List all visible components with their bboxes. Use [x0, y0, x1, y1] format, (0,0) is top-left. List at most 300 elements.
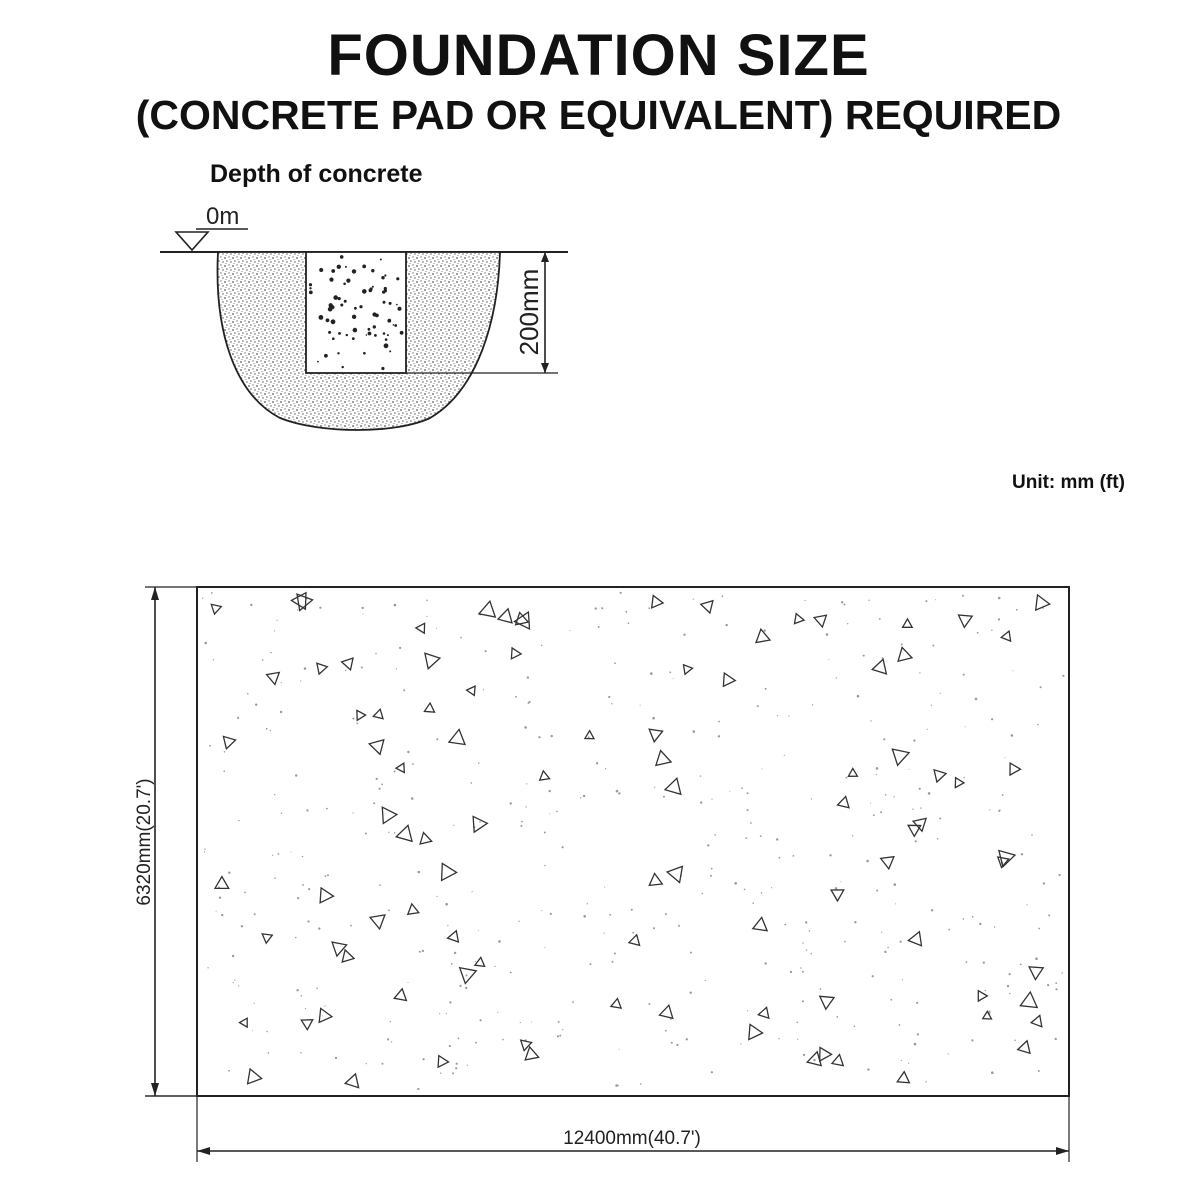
texture-speck	[1062, 675, 1064, 677]
texture-speck	[927, 729, 928, 730]
texture-speck	[693, 599, 694, 600]
texture-speck	[654, 787, 655, 788]
texture-speck	[556, 811, 558, 813]
aggregate-dot	[384, 274, 386, 276]
texture-speck	[580, 797, 581, 798]
texture-speck	[616, 790, 619, 793]
texture-speck	[327, 874, 329, 876]
texture-speck	[829, 854, 831, 856]
texture-speck	[836, 677, 837, 678]
texture-speck	[247, 693, 249, 695]
aggregate-dot	[384, 287, 387, 290]
texture-speck	[521, 821, 523, 823]
texture-speck	[306, 809, 308, 811]
texture-speck	[908, 1063, 909, 1064]
texture-speck	[617, 1085, 619, 1087]
texture-speck	[302, 884, 304, 886]
aggregate-dot	[331, 319, 336, 324]
aggregate-dot	[383, 301, 386, 304]
texture-speck	[925, 1081, 926, 1082]
aggregate-dot	[383, 332, 386, 335]
aggregate-dot	[333, 295, 338, 300]
texture-speck	[604, 887, 605, 888]
texture-speck	[900, 941, 902, 943]
texture-speck	[549, 813, 550, 814]
texture-speck	[223, 770, 225, 772]
aggregate-dot	[337, 352, 339, 354]
texture-speck	[362, 607, 364, 609]
texture-speck	[446, 1013, 447, 1014]
texture-speck	[466, 974, 468, 976]
texture-speck	[583, 795, 585, 797]
texture-speck	[318, 927, 320, 929]
texture-speck	[238, 985, 239, 986]
texture-speck	[843, 604, 845, 606]
aggregate-dot	[382, 291, 385, 294]
texture-speck	[562, 1029, 563, 1030]
aggregate-dot	[389, 350, 391, 352]
texture-speck	[254, 913, 256, 915]
texture-speck	[202, 598, 203, 599]
aggregate-dot	[328, 331, 331, 334]
texture-speck	[502, 1039, 504, 1041]
texture-speck	[350, 925, 352, 927]
texture-speck	[805, 600, 806, 601]
texture-speck	[890, 999, 892, 1001]
texture-speck	[1043, 882, 1045, 884]
texture-speck	[991, 1071, 994, 1074]
texture-speck	[407, 751, 409, 753]
texture-speck	[520, 825, 522, 827]
aggregate-dot	[394, 324, 397, 327]
aggregate-dot	[374, 334, 377, 337]
texture-speck	[382, 1063, 384, 1065]
texture-speck	[465, 987, 467, 989]
texture-speck	[387, 1038, 389, 1040]
texture-speck	[300, 1052, 301, 1053]
texture-speck	[207, 967, 208, 968]
texture-speck	[544, 865, 545, 866]
texture-speck	[524, 726, 527, 729]
texture-speck	[426, 600, 428, 602]
texture-speck	[673, 678, 674, 679]
texture-speck	[919, 788, 921, 790]
texture-speck	[262, 659, 264, 661]
texture-speck	[295, 774, 297, 776]
texture-speck	[614, 953, 616, 955]
texture-speck	[811, 953, 812, 954]
texture-speck	[1004, 757, 1005, 758]
texture-speck	[483, 689, 484, 690]
texture-speck	[866, 860, 869, 863]
texture-speck	[989, 809, 990, 810]
texture-speck	[985, 990, 986, 991]
texture-speck	[274, 877, 276, 879]
texture-speck	[611, 703, 612, 704]
texture-speck	[589, 963, 591, 965]
texture-speck	[750, 822, 752, 824]
texture-speck	[991, 718, 993, 720]
texture-speck	[972, 916, 974, 918]
section-view	[160, 203, 568, 430]
texture-speck	[274, 630, 275, 631]
texture-speck	[266, 1031, 267, 1032]
aggregate-dot	[353, 328, 358, 333]
texture-speck	[281, 682, 282, 683]
aggregate-dot	[368, 332, 372, 336]
texture-speck	[722, 595, 724, 597]
texture-speck	[802, 1000, 804, 1002]
texture-speck	[741, 787, 743, 789]
texture-speck	[510, 972, 512, 974]
texture-speck	[965, 726, 966, 727]
texture-speck	[250, 604, 252, 606]
texture-speck	[747, 792, 749, 794]
texture-speck	[734, 882, 737, 885]
aggregate-dot	[338, 332, 341, 335]
texture-speck	[1020, 964, 1022, 966]
texture-speck	[846, 777, 848, 779]
texture-speck	[278, 853, 280, 855]
texture-speck	[686, 1038, 688, 1040]
texture-speck	[238, 820, 239, 821]
texture-speck	[693, 730, 696, 733]
texture-speck	[663, 796, 665, 798]
texture-speck	[841, 601, 843, 603]
texture-speck	[583, 915, 586, 918]
texture-speck	[604, 933, 605, 934]
texture-speck	[399, 647, 401, 649]
texture-speck	[916, 1002, 918, 1004]
texture-speck	[771, 887, 772, 888]
texture-speck	[454, 952, 456, 954]
texture-speck	[296, 989, 298, 991]
texture-speck	[304, 667, 307, 670]
texture-speck	[281, 813, 282, 814]
texture-speck	[211, 592, 213, 594]
texture-speck	[531, 1022, 532, 1023]
texture-speck	[885, 794, 887, 796]
texture-speck	[836, 1016, 838, 1018]
texture-speck	[931, 909, 933, 911]
texture-speck	[558, 1021, 560, 1023]
texture-speck	[455, 1067, 457, 1069]
texture-speck	[665, 1030, 667, 1032]
texture-speck	[962, 595, 964, 597]
texture-speck	[765, 962, 767, 964]
texture-speck	[562, 846, 564, 848]
texture-speck	[300, 680, 301, 681]
aggregate-dot	[370, 287, 373, 290]
texture-speck	[700, 801, 702, 803]
texture-speck	[498, 940, 501, 943]
aggregate-dot	[396, 277, 399, 280]
texture-speck	[935, 599, 936, 600]
texture-speck	[966, 961, 968, 963]
texture-speck	[451, 963, 453, 965]
texture-speck	[650, 672, 653, 675]
texture-speck	[854, 921, 856, 923]
texture-speck	[324, 1005, 325, 1006]
texture-speck	[705, 980, 706, 981]
section-view-heading: Depth of concrete	[210, 160, 423, 188]
texture-speck	[541, 910, 542, 911]
texture-speck	[559, 1035, 561, 1037]
texture-speck	[880, 811, 882, 813]
texture-speck	[411, 797, 414, 800]
texture-speck	[820, 988, 822, 990]
texture-speck	[365, 833, 367, 835]
texture-speck	[1055, 982, 1057, 984]
texture-speck	[254, 1003, 255, 1004]
texture-speck	[612, 961, 614, 963]
texture-speck	[854, 1026, 856, 1028]
texture-speck	[458, 1038, 460, 1040]
texture-speck	[618, 792, 620, 794]
texture-speck	[480, 1019, 482, 1021]
texture-speck	[883, 738, 885, 740]
texture-speck	[270, 652, 272, 654]
texture-speck	[316, 988, 318, 990]
texture-speck	[740, 1043, 741, 1044]
texture-speck	[326, 808, 328, 810]
texture-speck	[213, 659, 214, 660]
texture-speck	[620, 592, 622, 594]
texture-speck	[977, 632, 979, 634]
texture-speck	[244, 892, 246, 894]
texture-speck	[873, 814, 875, 816]
texture-speck	[518, 921, 519, 922]
texture-speck	[550, 913, 552, 915]
texture-speck	[241, 925, 243, 927]
texture-speck	[711, 799, 712, 800]
texture-speck	[806, 949, 807, 950]
aggregate-dot	[354, 307, 357, 310]
texture-speck	[671, 1042, 673, 1044]
texture-speck	[841, 881, 842, 882]
aggregate-dot	[366, 334, 368, 336]
concrete-pad-plan	[197, 587, 1069, 1096]
texture-speck	[776, 838, 778, 840]
texture-speck	[447, 925, 448, 926]
texture-speck	[544, 947, 545, 948]
texture-speck	[232, 955, 234, 957]
texture-speck	[345, 670, 346, 671]
texture-speck	[844, 941, 846, 943]
texture-speck	[963, 918, 965, 920]
texture-speck	[1014, 1040, 1016, 1042]
texture-speck	[390, 1021, 391, 1022]
texture-speck	[436, 738, 438, 740]
texture-speck	[857, 695, 860, 698]
aggregate-dot	[400, 331, 404, 335]
texture-speck	[899, 1024, 901, 1026]
texture-speck	[376, 778, 378, 780]
texture-speck	[876, 774, 877, 775]
aggregate-dot	[362, 289, 367, 294]
texture-speck	[551, 735, 553, 737]
texture-speck	[852, 835, 853, 836]
texture-speck	[419, 951, 421, 953]
texture-speck	[847, 623, 848, 624]
texture-speck	[902, 979, 903, 980]
texture-speck	[335, 1057, 337, 1059]
texture-speck	[948, 929, 950, 931]
texture-speck	[676, 1044, 678, 1046]
texture-speck	[291, 852, 292, 853]
texture-speck	[388, 909, 390, 911]
texture-speck	[528, 702, 530, 704]
texture-speck	[1009, 993, 1010, 994]
texture-speck	[913, 740, 915, 742]
texture-speck	[963, 674, 965, 676]
texture-speck	[778, 1038, 779, 1039]
texture-speck	[718, 735, 720, 737]
texture-speck	[1012, 670, 1013, 671]
aggregate-dot	[381, 367, 384, 370]
texture-speck	[228, 1070, 230, 1072]
texture-speck	[991, 630, 992, 631]
texture-speck	[373, 802, 375, 804]
texture-speck	[541, 645, 543, 647]
texture-speck	[919, 672, 920, 673]
aggregate-dot	[340, 255, 344, 259]
texture-speck	[394, 771, 396, 773]
texture-speck	[931, 705, 932, 706]
texture-speck	[812, 704, 813, 705]
texture-speck	[975, 698, 978, 701]
aggregate-dot	[363, 352, 366, 355]
aggregate-dot	[329, 278, 333, 282]
texture-speck	[224, 751, 226, 753]
aggregate-dot	[345, 266, 347, 268]
texture-speck	[884, 951, 886, 953]
texture-speck	[625, 611, 627, 613]
texture-speck	[510, 802, 512, 804]
texture-speck	[356, 723, 358, 725]
texture-speck	[453, 825, 454, 826]
texture-speck	[452, 1072, 454, 1074]
texture-speck	[1037, 724, 1039, 726]
texture-speck	[204, 642, 207, 645]
texture-speck	[901, 1060, 902, 1061]
texture-speck	[765, 688, 767, 690]
texture-speck	[422, 950, 424, 952]
texture-speck	[526, 783, 527, 784]
aggregate-dot	[331, 269, 335, 273]
texture-speck	[665, 913, 667, 915]
texture-speck	[797, 1039, 798, 1040]
texture-speck	[485, 650, 487, 652]
texture-speck	[826, 633, 829, 636]
texture-speck	[570, 630, 571, 631]
texture-speck	[983, 962, 985, 964]
aggregate-dot	[346, 334, 348, 336]
texture-speck	[760, 835, 762, 837]
texture-speck	[870, 720, 871, 721]
aggregate-dot	[387, 334, 389, 336]
aggregate-dot	[380, 259, 382, 261]
texture-speck	[1047, 984, 1049, 986]
texture-speck	[777, 715, 778, 716]
texture-speck	[497, 1012, 498, 1013]
texture-speck	[1048, 914, 1050, 916]
aggregate-dot	[373, 325, 376, 328]
texture-speck	[797, 1022, 799, 1024]
aggregate-dot	[340, 304, 343, 307]
texture-speck	[228, 872, 230, 874]
texture-speck	[937, 838, 939, 840]
plan-view	[134, 587, 1069, 1162]
aggregate-dot	[396, 304, 398, 306]
texture-speck	[939, 818, 941, 820]
texture-speck	[998, 618, 1000, 620]
texture-speck	[757, 705, 759, 707]
texture-speck	[631, 909, 633, 911]
texture-speck	[394, 604, 397, 607]
aggregate-dot	[387, 319, 391, 323]
texture-speck	[297, 609, 298, 610]
texture-speck	[813, 1059, 815, 1061]
texture-speck	[925, 600, 927, 602]
texture-speck	[792, 855, 794, 857]
texture-speck	[475, 961, 476, 962]
aggregate-dot	[344, 300, 347, 303]
texture-speck	[640, 705, 641, 706]
depth-dimension-label: 200mm	[514, 268, 544, 356]
texture-speck	[669, 671, 671, 673]
texture-speck	[1007, 985, 1009, 987]
aggregate-dot	[359, 305, 362, 308]
aggregate-dot	[362, 265, 366, 269]
texture-speck	[302, 856, 304, 858]
aggregate-dot	[352, 269, 356, 273]
texture-speck	[872, 975, 874, 977]
texture-speck	[788, 715, 789, 716]
texture-speck	[557, 1035, 559, 1037]
texture-speck	[893, 796, 894, 797]
texture-speck	[1055, 1038, 1057, 1040]
texture-speck	[1059, 874, 1061, 876]
texture-speck	[423, 1058, 425, 1060]
texture-speck	[707, 844, 709, 846]
texture-speck	[379, 884, 381, 886]
texture-speck	[381, 784, 383, 786]
texture-speck	[901, 643, 903, 645]
texture-speck	[478, 762, 480, 764]
aggregate-dot	[319, 315, 324, 320]
texture-speck	[914, 1043, 917, 1046]
texture-speck	[963, 777, 964, 778]
texture-speck	[266, 728, 268, 730]
texture-speck	[538, 736, 540, 738]
texture-speck	[881, 932, 882, 933]
texture-speck	[912, 809, 913, 810]
texture-speck	[726, 624, 728, 626]
texture-speck	[544, 832, 546, 834]
aggregate-dot	[337, 265, 341, 269]
texture-speck	[375, 653, 376, 654]
texture-speck	[270, 730, 271, 731]
texture-speck	[652, 717, 655, 720]
texture-speck	[1011, 734, 1014, 737]
texture-speck	[744, 889, 746, 891]
texture-speck	[700, 775, 701, 776]
texture-speck	[1038, 928, 1040, 930]
texture-speck	[863, 655, 865, 657]
texture-speck	[648, 607, 650, 609]
aggregate-dot	[338, 297, 341, 300]
